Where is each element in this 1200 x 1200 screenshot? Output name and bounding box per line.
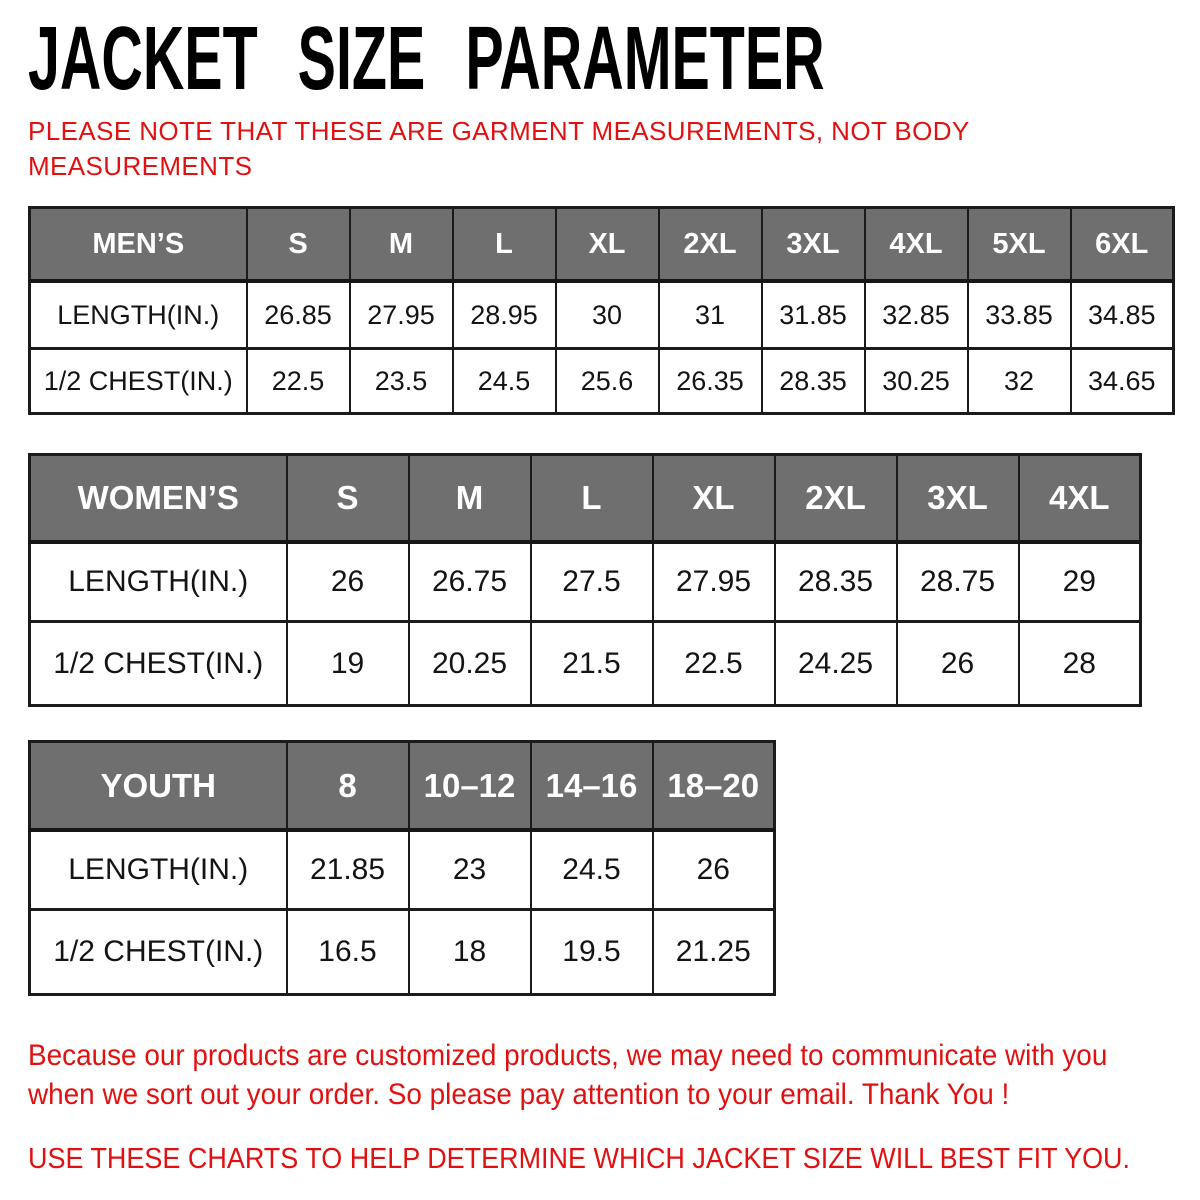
size-value: 34.65 <box>1071 349 1174 414</box>
customization-notice-line-2 <box>28 1075 1200 1114</box>
womens-table-title: WOMEN’S <box>30 455 287 543</box>
size-value: 28 <box>1019 622 1141 706</box>
size-value: 23 <box>409 830 531 910</box>
size-value: 32 <box>968 349 1071 414</box>
column-header-m: M <box>409 455 531 543</box>
size-value: 26.75 <box>409 542 531 622</box>
column-header-3xl: 3XL <box>897 455 1019 543</box>
size-value: 20.25 <box>409 622 531 706</box>
size-value: 21.25 <box>653 910 775 995</box>
womens-size-table <box>28 453 1142 707</box>
page-title: JACKET SIZE PARAMETER <box>28 8 825 109</box>
row-label: 1/2 CHEST(IN.) <box>30 910 287 995</box>
notice-text: Because our products are customized products, we may need to communicate with you <box>28 1039 1108 1072</box>
size-value: 22.5 <box>247 349 350 414</box>
size-value: 22.5 <box>653 622 775 706</box>
size-value: 27.5 <box>531 542 653 622</box>
womens-length-row <box>30 542 1141 622</box>
row-label: 1/2 CHEST(IN.) <box>30 349 247 414</box>
size-value: 19.5 <box>531 910 653 995</box>
size-value: 26.85 <box>247 281 350 349</box>
customization-notice-line-1 <box>28 1036 1200 1075</box>
row-label: LENGTH(IN.) <box>30 830 287 910</box>
column-header-6xl: 6XL <box>1071 208 1174 282</box>
size-value: 26.35 <box>659 349 762 414</box>
size-value: 28.75 <box>897 542 1019 622</box>
size-value: 29 <box>1019 542 1141 622</box>
column-header-xl: XL <box>556 208 659 282</box>
size-value: 16.5 <box>287 910 409 995</box>
note-line-2: MEASUREMENTS <box>28 151 253 181</box>
size-value: 28.35 <box>775 542 897 622</box>
chart-usage-note-line <box>28 1141 1200 1177</box>
chart-usage-note <box>28 1141 1200 1177</box>
size-value: 30.25 <box>865 349 968 414</box>
column-header-l: L <box>453 208 556 282</box>
youth-table-title: YOUTH <box>30 742 287 831</box>
youth-length-row <box>30 830 775 910</box>
notice-text: when we sort out your order. So please pay attention to your email. Thank You ! <box>28 1078 1010 1111</box>
mens-table-title: MEN’S <box>30 208 247 282</box>
size-value: 27.95 <box>350 281 453 349</box>
size-value: 27.95 <box>653 542 775 622</box>
column-header-3xl: 3XL <box>762 208 865 282</box>
column-header-s: S <box>287 455 409 543</box>
size-value: 24.5 <box>453 349 556 414</box>
column-header-2xl: 2XL <box>659 208 762 282</box>
womens-chest-row <box>30 622 1141 706</box>
column-header-10-12: 10–12 <box>409 742 531 831</box>
column-header-l: L <box>531 455 653 543</box>
mens-chest-row <box>30 349 1174 414</box>
mens-size-table <box>28 206 1175 415</box>
column-header-m: M <box>350 208 453 282</box>
column-header-2xl: 2XL <box>775 455 897 543</box>
size-value: 26 <box>653 830 775 910</box>
size-value: 33.85 <box>968 281 1071 349</box>
column-header-14-16: 14–16 <box>531 742 653 831</box>
youth-header-row <box>30 742 775 831</box>
row-label: LENGTH(IN.) <box>30 542 287 622</box>
garment-measurement-note <box>28 114 1200 184</box>
row-label: 1/2 CHEST(IN.) <box>30 622 287 706</box>
size-value: 25.6 <box>556 349 659 414</box>
size-value: 26 <box>897 622 1019 706</box>
size-value: 23.5 <box>350 349 453 414</box>
womens-header-row <box>30 455 1141 543</box>
size-value: 21.5 <box>531 622 653 706</box>
size-value: 34.85 <box>1071 281 1174 349</box>
column-header-18-20: 18–20 <box>653 742 775 831</box>
row-label: LENGTH(IN.) <box>30 281 247 349</box>
size-value: 18 <box>409 910 531 995</box>
youth-size-table <box>28 740 776 996</box>
youth-chest-row <box>30 910 775 995</box>
usage-text: USE THESE CHARTS TO HELP DETERMINE WHICH JACKET SIZE WILL BEST FIT YOU. <box>28 1143 1131 1175</box>
customization-notice <box>28 1036 1200 1114</box>
mens-length-row <box>30 281 1174 349</box>
size-value: 24.5 <box>531 830 653 910</box>
mens-header-row <box>30 208 1174 282</box>
size-value: 21.85 <box>287 830 409 910</box>
column-header-8: 8 <box>287 742 409 831</box>
column-header-xl: XL <box>653 455 775 543</box>
column-header-4xl: 4XL <box>865 208 968 282</box>
note-line-1: PLEASE NOTE THAT THESE ARE GARMENT MEASUREMENTS, NOT BODY <box>28 116 970 146</box>
page-title-wrap <box>28 8 1200 109</box>
size-value: 31 <box>659 281 762 349</box>
size-value: 19 <box>287 622 409 706</box>
column-header-5xl: 5XL <box>968 208 1071 282</box>
size-value: 24.25 <box>775 622 897 706</box>
size-value: 30 <box>556 281 659 349</box>
column-header-s: S <box>247 208 350 282</box>
size-value: 32.85 <box>865 281 968 349</box>
column-header-4xl: 4XL <box>1019 455 1141 543</box>
size-value: 26 <box>287 542 409 622</box>
size-value: 28.95 <box>453 281 556 349</box>
size-value: 31.85 <box>762 281 865 349</box>
size-value: 28.35 <box>762 349 865 414</box>
